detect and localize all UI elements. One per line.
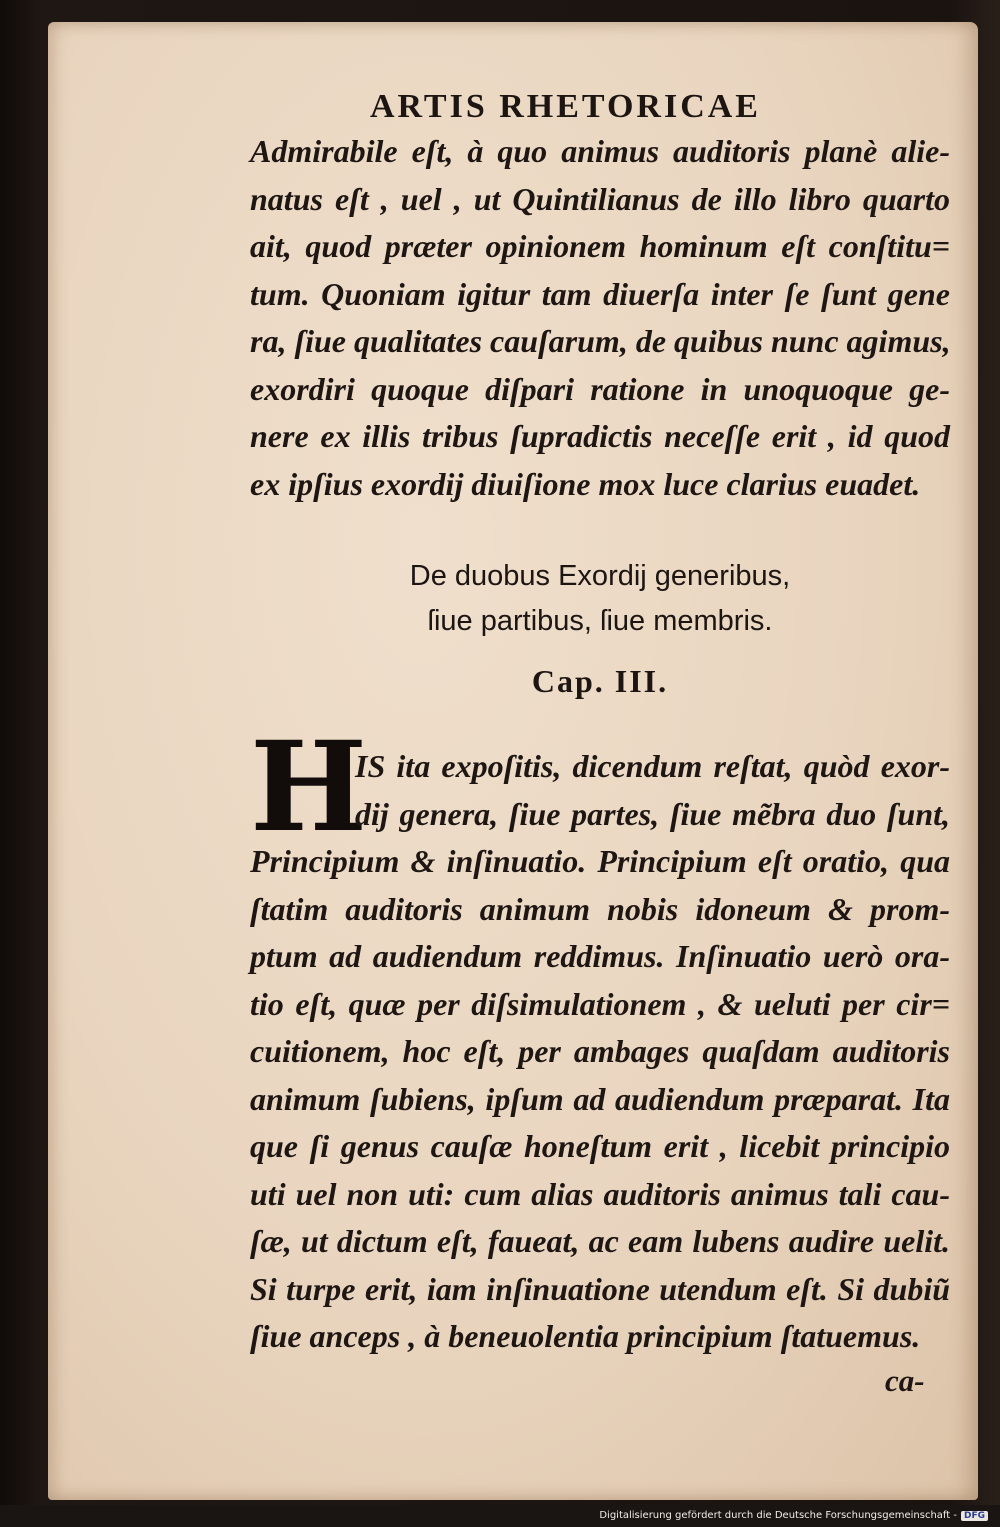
text-line: dij genera, ſiue partes, ſiue mẽbra duo ſunt, [355, 795, 950, 832]
text-line: que ſi genus cauſæ honeſtum erit , licebit principio [250, 1128, 950, 1164]
text-line: ſiue anceps , à beneuolentia principium ſtatuemus. [250, 1318, 921, 1354]
catchword: ca- [885, 1363, 925, 1398]
running-head: ARTIS RHETORICAE [370, 88, 761, 125]
text-line: ex ipſius exordij diuiſione mox luce clarius euadet. [250, 465, 921, 502]
text-line: ait, quod præter opinionem hominum eſt conſtitu= [250, 228, 950, 264]
text-line: IS ita expoſitis, dicendum reſtat, quòd exor- [355, 748, 950, 784]
text-line: animum ſubiens, ipſum ad audiendum præparat. Ita [250, 1080, 950, 1117]
section-heading-line-1: De duobus Exordij generibus, [409, 560, 791, 592]
text-line: ptum ad audiendum reddimus. Inſinuatio uerò ora- [250, 938, 950, 974]
digitization-credit [599, 1510, 988, 1521]
section-heading-line-2: ſiue partibus, ſiue membris. [427, 605, 773, 637]
text-line: cuitionem, hoc eſt, per ambages quaſdam auditoris [250, 1033, 950, 1069]
text-line: ra, ſiue qualitates cauſarum, de quibus nunc agimus, [250, 323, 951, 359]
dfg-logo: DFG [961, 1511, 988, 1521]
chapter-number: Cap. III. [531, 663, 669, 699]
text-line: Admirabile eſt, à quo animus auditoris planè alie- [250, 133, 950, 169]
paragraph-1 [250, 128, 950, 508]
text-line: natus eſt , uel , ut Quintilianus de illo libro quarto [250, 180, 950, 217]
text-line: Si turpe erit, iam inſinuatione utendum eſt. Si dubiũ [250, 1270, 950, 1307]
drop-initial: H [250, 715, 368, 860]
text-line: ſtatim auditoris animum nobis idoneum & prom- [250, 890, 950, 927]
text-line: tum. Quoniam igitur tam diuerſa inter ſe ſunt gene [250, 275, 950, 312]
text-line: nere ex illis tribus ſupradictis neceſſe erit , id quod [250, 418, 950, 454]
text-line: Principium & inſinuatio. Principium eſt oratio, qua [250, 843, 950, 879]
text-line: uti uel non uti: cum alias auditoris animus tali cau- [250, 1175, 950, 1212]
text-line: exordiri quoque diſpari ratione in unoquoque ge- [250, 370, 950, 407]
text-line: tio eſt, quæ per diſsimulationem , & ueluti per cir= [250, 985, 950, 1022]
paragraph-2 [250, 743, 950, 1361]
credit-text: Digitalisierung gefördert durch die Deutsche Forschungsgemeinschaft - [599, 1510, 957, 1521]
text-line: ſæ, ut dictum eſt, faueat, ac eam lubens audire uelit. [250, 1223, 950, 1259]
